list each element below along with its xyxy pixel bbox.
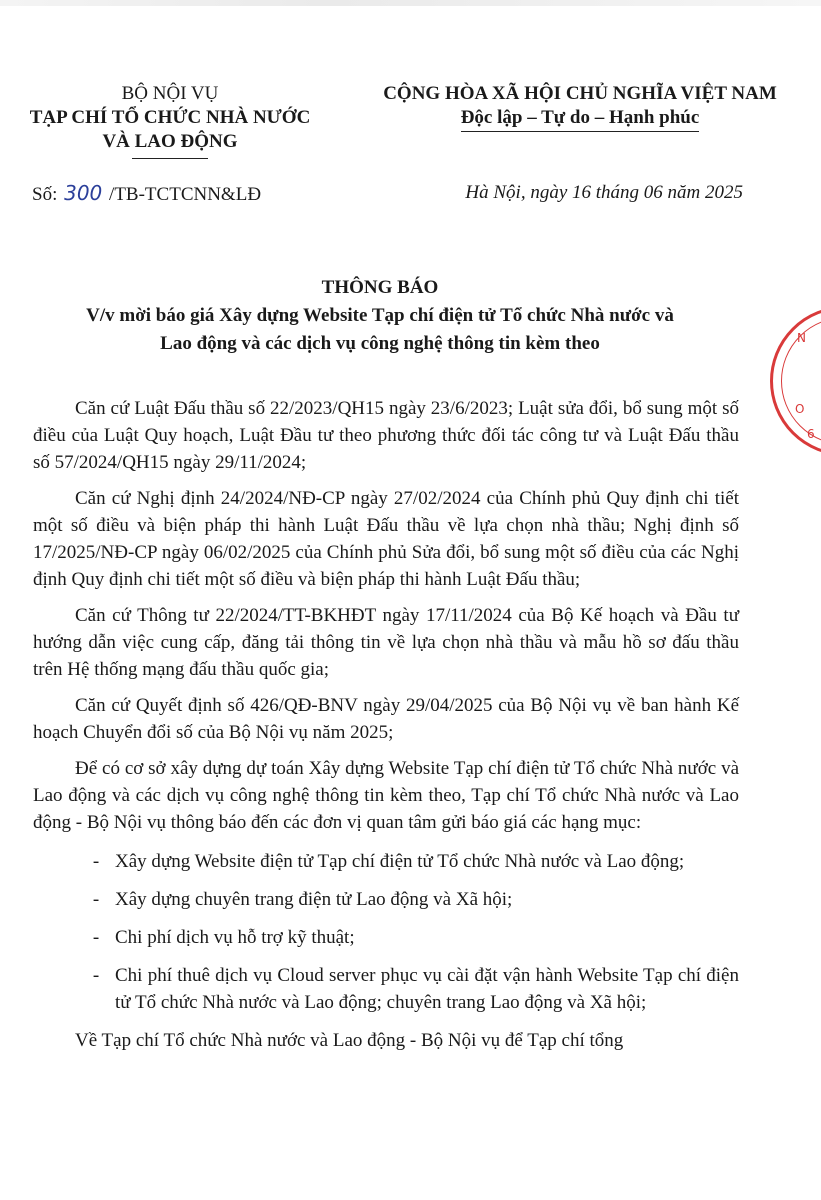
list-item — [33, 848, 739, 875]
stamp-char: 6 — [807, 427, 815, 441]
item-dash: - — [92, 927, 100, 948]
item-text: Chi phí dịch vụ hỗ trợ kỹ thuật; — [115, 927, 355, 948]
legal-basis-paragraph: Căn cứ Luật Đấu thầu số 22/2023/QH15 ngày 23/6/2023; Luật sửa đổi, bổ sung một số điều của Luật Quy hoạch, Luật Đầu tư theo phương thức đối tác công tư và Luật Đấu thầu số 57/2024/QH15 ngày 29/11/2024; — [33, 398, 739, 473]
issuing-agency-block — [0, 82, 340, 159]
item-text: Chi phí thuê dịch vụ Cloud server phục vụ cài đặt vận hành Website Tạp chí điện tử Tổ chức Nhà nước và Lao động; chuyên trang Lao động và Xã hội; — [115, 965, 739, 1013]
handwritten-number: 300 — [64, 181, 103, 205]
item-dash: - — [92, 851, 100, 872]
document-title: THÔNG BÁO — [321, 277, 439, 298]
place-and-date: Hà Nội, ngày 16 tháng 06 năm 2025 — [465, 182, 743, 203]
item-dash: - — [92, 889, 100, 910]
document-title-block — [0, 274, 760, 358]
subject-line-2: Lao động và các dịch vụ công nghệ thông tin kèm theo — [160, 333, 600, 354]
quotation-items-list — [33, 848, 739, 1016]
item-dash: - — [92, 965, 100, 986]
list-item — [33, 924, 739, 951]
ministry-name: BỘ NỘI VỤ — [121, 83, 219, 104]
document-number — [32, 180, 261, 208]
agency-name-line2: VÀ LAO ĐỘNG — [102, 131, 238, 152]
number-prefix: Số: — [32, 184, 58, 205]
legal-basis-paragraph: Căn cứ Thông tư 22/2024/TT-BKHĐT ngày 17/11/2024 của Bộ Kế hoạch và Đầu tư hướng dẫn việc cung cấp, đăng tải thông tin về lựa chọn nhà thầu và mẫu hồ sơ đấu thầu trên Hệ thống mạng đấu thầu quốc gia; — [33, 605, 739, 680]
nation-name: CỘNG HÒA XÃ HỘI CHỦ NGHĨA VIỆT NAM — [383, 83, 777, 104]
list-item — [33, 886, 739, 913]
document-body — [33, 395, 739, 1054]
stamp-char: N — [797, 331, 806, 345]
item-text: Xây dựng chuyên trang điện tử Lao động và Xã hội; — [115, 889, 513, 910]
legal-basis-paragraph: Căn cứ Nghị định 24/2024/NĐ-CP ngày 27/02/2024 của Chính phủ Quy định chi tiết một số điều và biện pháp thi hành Luật Đấu thầu về lựa chọn nhà thầu; Nghị định số 17/2025/NĐ-CP ngày 06/02/2025 của Chính phủ Sửa đổi, bổ sung một số điều của các Nghị định Quy định chi tiết một số điều và biện pháp thi hành Luật Đấu thầu; — [33, 488, 739, 590]
national-motto: Độc lập – Tự do – Hạnh phúc — [461, 106, 700, 132]
stamp-char: O — [795, 402, 805, 416]
scan-top-edge — [0, 0, 821, 6]
purpose-paragraph: Để có cơ sở xây dựng dự toán Xây dựng Website Tạp chí điện tử Tổ chức Nhà nước và Lao động và các dịch vụ công nghệ thông tin kèm theo, Tạp chí Tổ chức Nhà nước và Lao động - Bộ Nội vụ thông báo đến các đơn vị quan tâm gửi báo giá các hạng mục: — [33, 758, 739, 833]
list-item — [33, 962, 739, 1016]
red-official-stamp — [770, 306, 821, 456]
legal-basis-paragraph: Căn cứ Quyết định số 426/QĐ-BNV ngày 29/04/2025 của Bộ Nội vụ về ban hành Kế hoạch Chuyển đổi số của Bộ Nội vụ năm 2025; — [33, 695, 739, 743]
number-suffix: /TB-TCTCNN&LĐ — [109, 184, 262, 205]
national-title-block — [370, 82, 790, 132]
agency-underline — [132, 158, 208, 159]
subject-line-1: V/v mời báo giá Xây dựng Website Tạp chí điện tử Tổ chức Nhà nước và — [86, 305, 674, 326]
agency-name-line1: TẠP CHÍ TỔ CHỨC NHÀ NƯỚC — [29, 107, 311, 128]
item-text: Xây dựng Website điện tử Tạp chí điện tử Tổ chức Nhà nước và Lao động; — [115, 851, 685, 872]
closing-paragraph: Về Tạp chí Tổ chức Nhà nước và Lao động - Bộ Nội vụ để Tạp chí tổng — [75, 1030, 624, 1051]
